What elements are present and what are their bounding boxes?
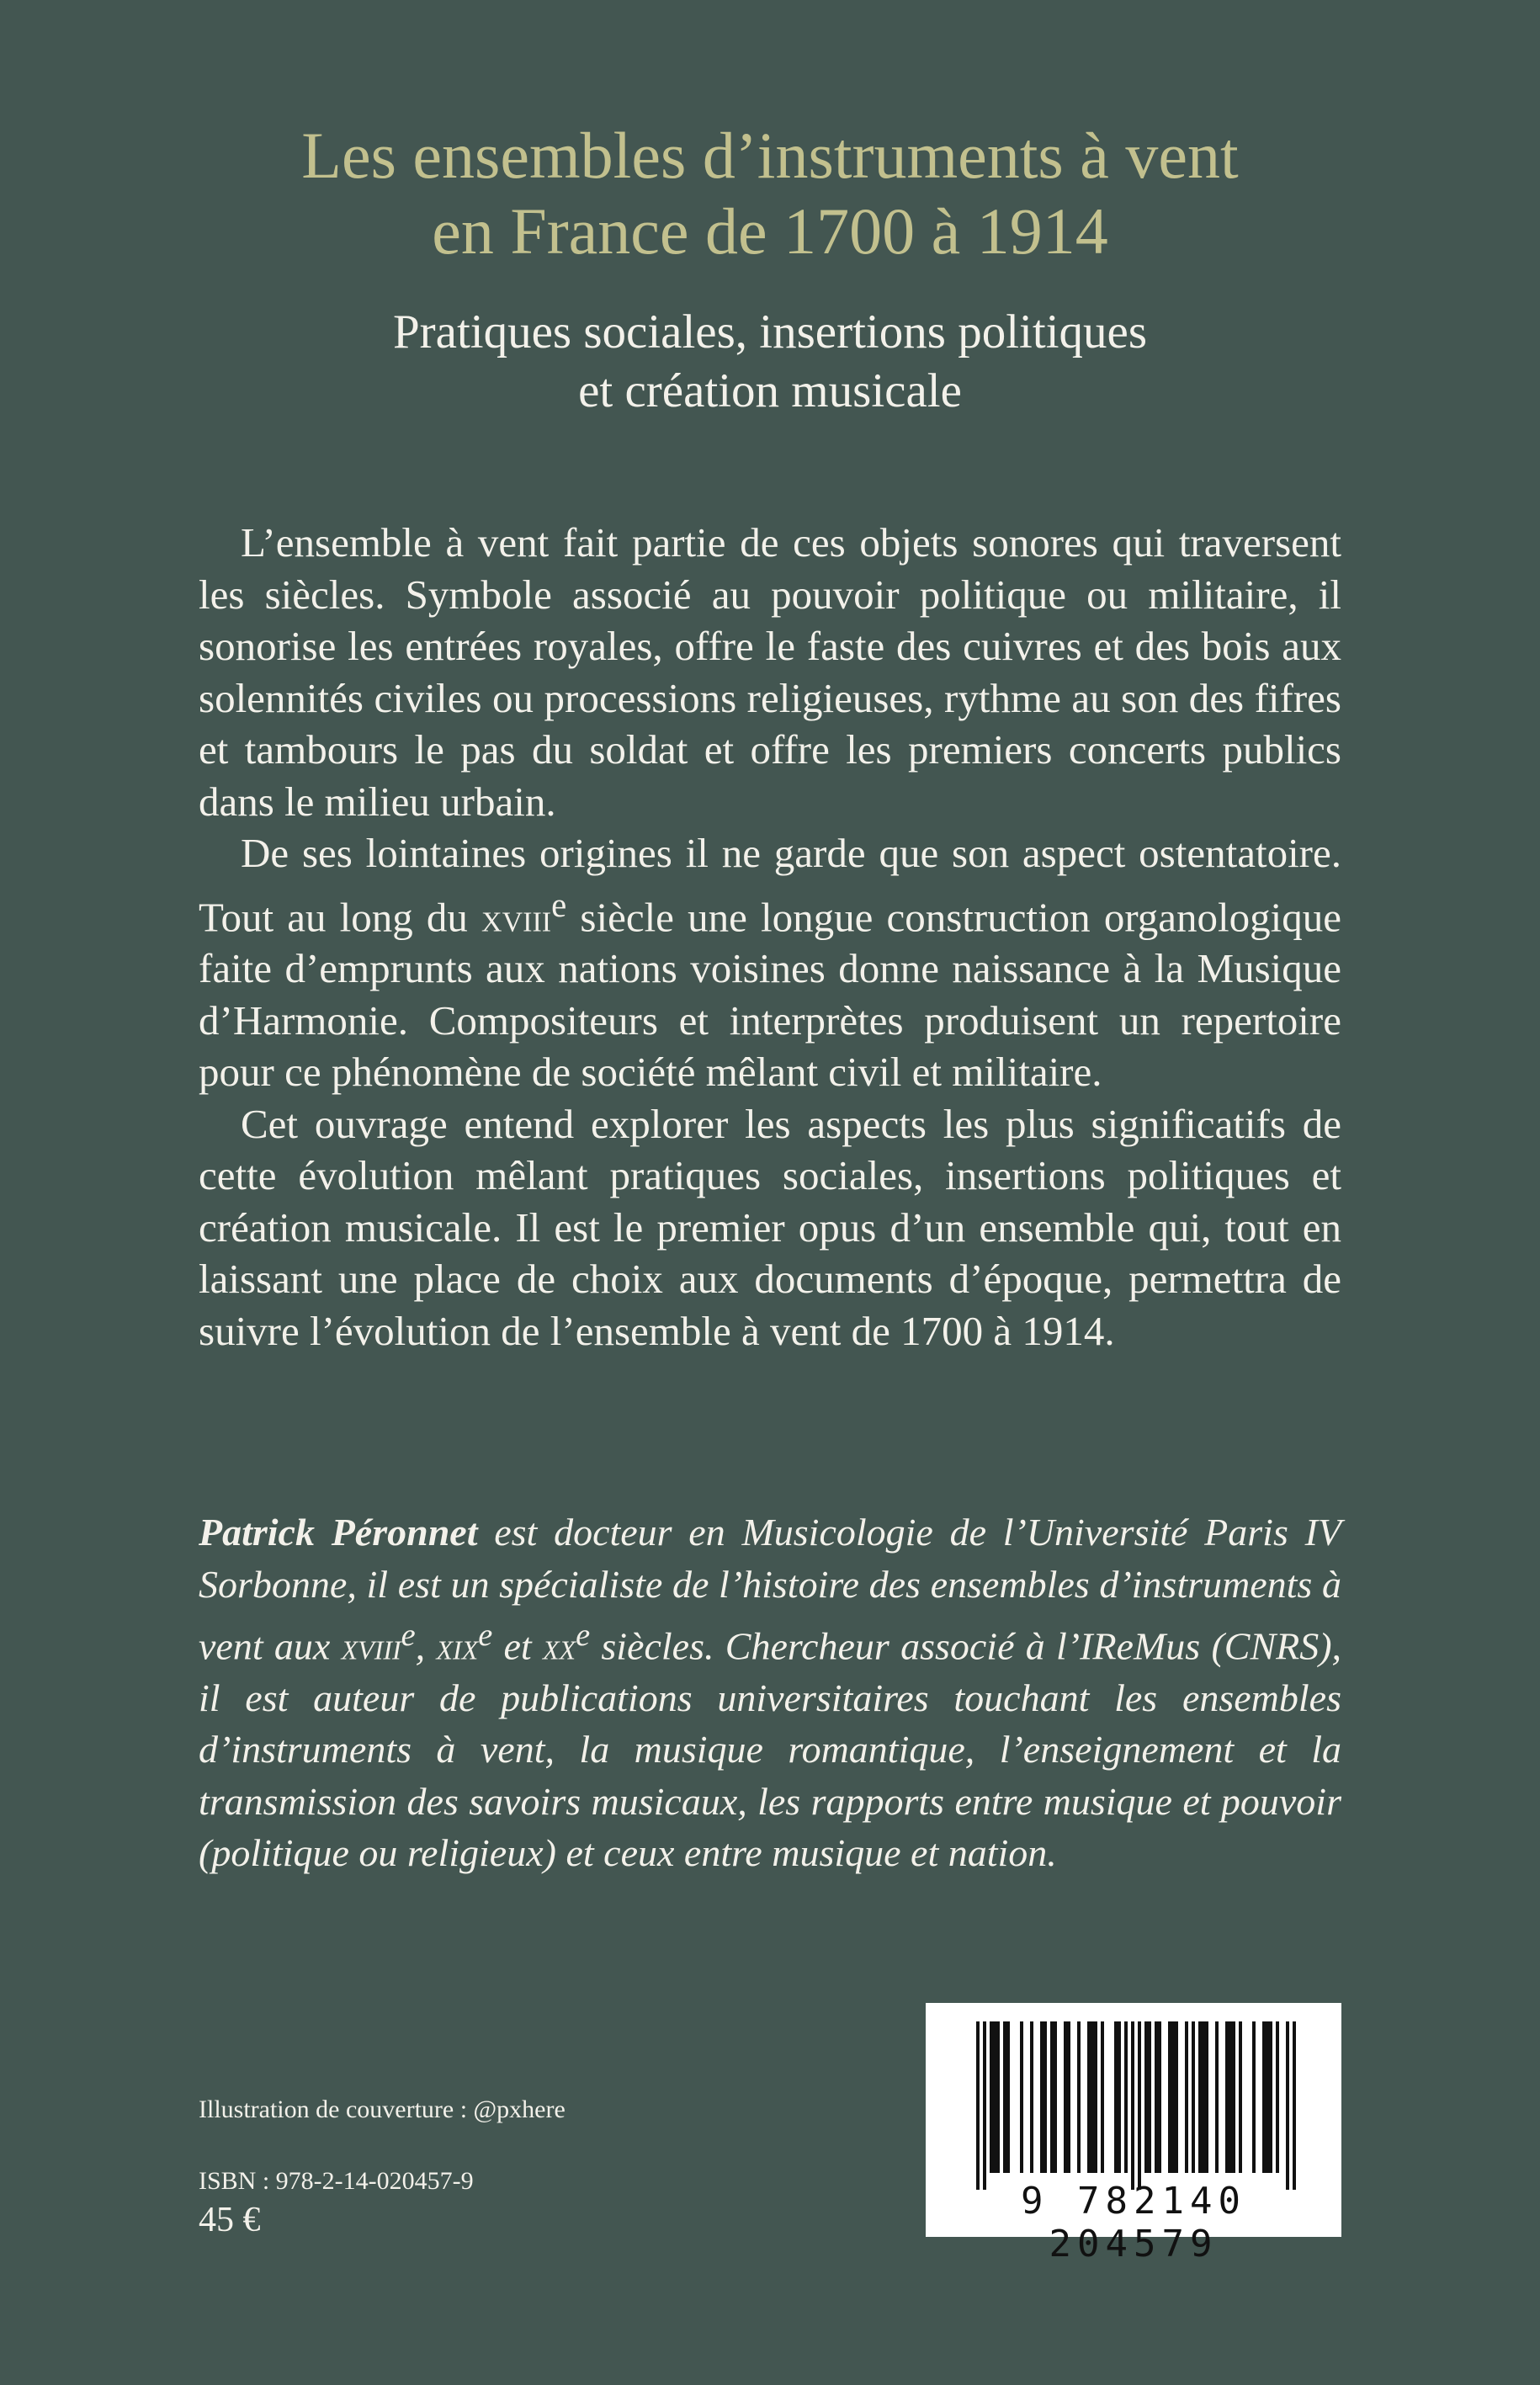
- barcode-bar: [990, 2021, 993, 2173]
- barcode-bar: [996, 2021, 1000, 2173]
- bio-separator-et: et: [503, 1624, 532, 1668]
- title-line-1: Les ensembles d’instruments à vent: [301, 119, 1239, 192]
- barcode-bar: [1101, 2021, 1104, 2173]
- barcode-bar: [976, 2021, 980, 2190]
- cover-illustration-credit: Illustration de couverture : @pxhere: [199, 2096, 566, 2123]
- summary-p2-after: siècle une longue construction organologique faite d’emprunts aux nations voisines donne naissance à la Musique d’Harmonie. Compositeurs et interprètes produisent un repertoire pour ce phénomène de société mêlant civil et militaire.: [199, 893, 1341, 1096]
- barcode-bar: [1192, 2021, 1195, 2173]
- barcode-bar: [1158, 2021, 1161, 2173]
- barcode-bar: [1202, 2021, 1205, 2173]
- barcode-bar: [1205, 2021, 1208, 2173]
- century-superscript: e: [551, 885, 567, 924]
- barcode-bar: [1043, 2021, 1047, 2173]
- barcode-bar: [1131, 2021, 1134, 2190]
- barcode-bar: [1252, 2021, 1256, 2173]
- barcode-bar: [1067, 2021, 1070, 2173]
- summary-p2-before: De ses lointaines origines il ne garde que son aspect ostentatoire. Tout au long du: [199, 830, 1341, 940]
- barcode-bar: [1077, 2021, 1081, 2173]
- barcode-bar: [1232, 2021, 1235, 2173]
- century-19: xix: [436, 1624, 479, 1668]
- barcode-bar: [993, 2021, 996, 2173]
- subtitle-line-2: et création musicale: [578, 364, 962, 417]
- barcode-bar: [1091, 2021, 1094, 2173]
- book-summary: [199, 517, 1341, 1357]
- century-19-sup: e: [478, 1617, 493, 1653]
- barcode-bar: [1003, 2021, 1006, 2173]
- summary-paragraph-2: [199, 827, 1341, 1098]
- book-subtitle: [0, 303, 1540, 421]
- barcode-bar: [1229, 2021, 1232, 2173]
- author-bio: [199, 1506, 1341, 1879]
- title-line-2: en France de 1700 à 1914: [432, 194, 1108, 268]
- author-bio-end: siècles. Chercheur associé à l’IReMus (CNRS), il est auteur de publications universitaires touchant les ensembles d’instruments à vent, la musique romantique, l’enseignement et la transmission des savoirs musicaux, les rapports entre musique et pouvoir (politique ou religieux) et ceux entre musique et nation.: [199, 1624, 1342, 1875]
- barcode-bar: [1171, 2021, 1175, 2173]
- barcode-bar: [1276, 2021, 1279, 2173]
- barcode-bar: [1118, 2021, 1121, 2173]
- barcode-bar: [1144, 2021, 1148, 2173]
- price: 45 €: [199, 2201, 261, 2239]
- barcode-bar: [1050, 2021, 1054, 2173]
- barcode-bar: [1225, 2021, 1229, 2173]
- century-18: xviii: [341, 1624, 401, 1668]
- barcode-bar: [1155, 2021, 1158, 2173]
- barcode-bar: [1006, 2021, 1010, 2173]
- barcode: [926, 2003, 1341, 2265]
- century-20-sup: e: [576, 1617, 591, 1653]
- barcode-bar: [1064, 2021, 1067, 2173]
- isbn: ISBN : 978-2-14-020457-9: [199, 2167, 474, 2195]
- barcode-bar: [1094, 2021, 1097, 2173]
- barcode-bar: [1168, 2021, 1171, 2173]
- barcode-digits: 9 782140 204579: [1021, 2180, 1246, 2265]
- barcode-bar: [1138, 2021, 1141, 2190]
- century-18-sup: e: [401, 1617, 416, 1653]
- barcode-bar: [1262, 2021, 1266, 2173]
- barcode-bar: [1269, 2021, 1272, 2173]
- barcode-bar: [1175, 2021, 1178, 2173]
- summary-paragraph-1: L’ensemble à vent fait partie de ces objets sonores qui traversent les siècles. Symbole associé au pouvoir politique ou militaire, il sonorise les entrées royales, offre le faste des cuivres et des bois aux solennités civiles ou processions religieuses, rythme au son des fifres et tambours le pas du soldat et offre les premiers concerts publics dans le milieu urbain.: [199, 519, 1341, 825]
- summary-paragraph-3: Cet ouvrage entend explorer les aspects les plus significatifs de cette évolution mêlant pratiques sociales, insertions politiques et création musicale. Il est le premier opus d’un ensemble qui, tout en laissant une place de choix aux documents d’époque, permettra de suivre l’évolution de l’ensemble à vent de 1700 à 1914.: [199, 1100, 1341, 1354]
- bio-separator-comma: ,: [415, 1624, 426, 1668]
- barcode-bar: [1286, 2021, 1289, 2190]
- barcode-bar: [1030, 2021, 1033, 2173]
- barcode-bar: [1054, 2021, 1057, 2173]
- barcode-bar: [1185, 2021, 1188, 2173]
- barcode-bar: [1114, 2021, 1118, 2173]
- barcode-bar: [1198, 2021, 1202, 2173]
- century-20: xx: [542, 1624, 576, 1668]
- subtitle-line-1: Pratiques sociales, insertions politiques: [392, 305, 1148, 359]
- book-title: [0, 118, 1540, 269]
- barcode-bar: [1293, 2021, 1296, 2190]
- barcode-bar: [1266, 2021, 1269, 2173]
- barcode-bar: [1148, 2021, 1151, 2173]
- barcode-bar: [1239, 2021, 1242, 2173]
- barcode-bar: [1215, 2021, 1219, 2173]
- author-name: Patrick Péronnet: [199, 1511, 478, 1554]
- barcode-bar: [1087, 2021, 1091, 2173]
- century-eighteenth: xviii: [481, 893, 552, 940]
- barcode-bar: [983, 2021, 986, 2190]
- barcode-bar: [1040, 2021, 1043, 2173]
- barcode-bar: [1020, 2021, 1023, 2173]
- author-bio-start: est docteur en Musicologie de l’Université Paris IV Sorbonne, il est un spécialiste de l’histoire des ensembles d’instruments à vent aux: [199, 1511, 1342, 1668]
- barcode-bar: [1124, 2021, 1128, 2173]
